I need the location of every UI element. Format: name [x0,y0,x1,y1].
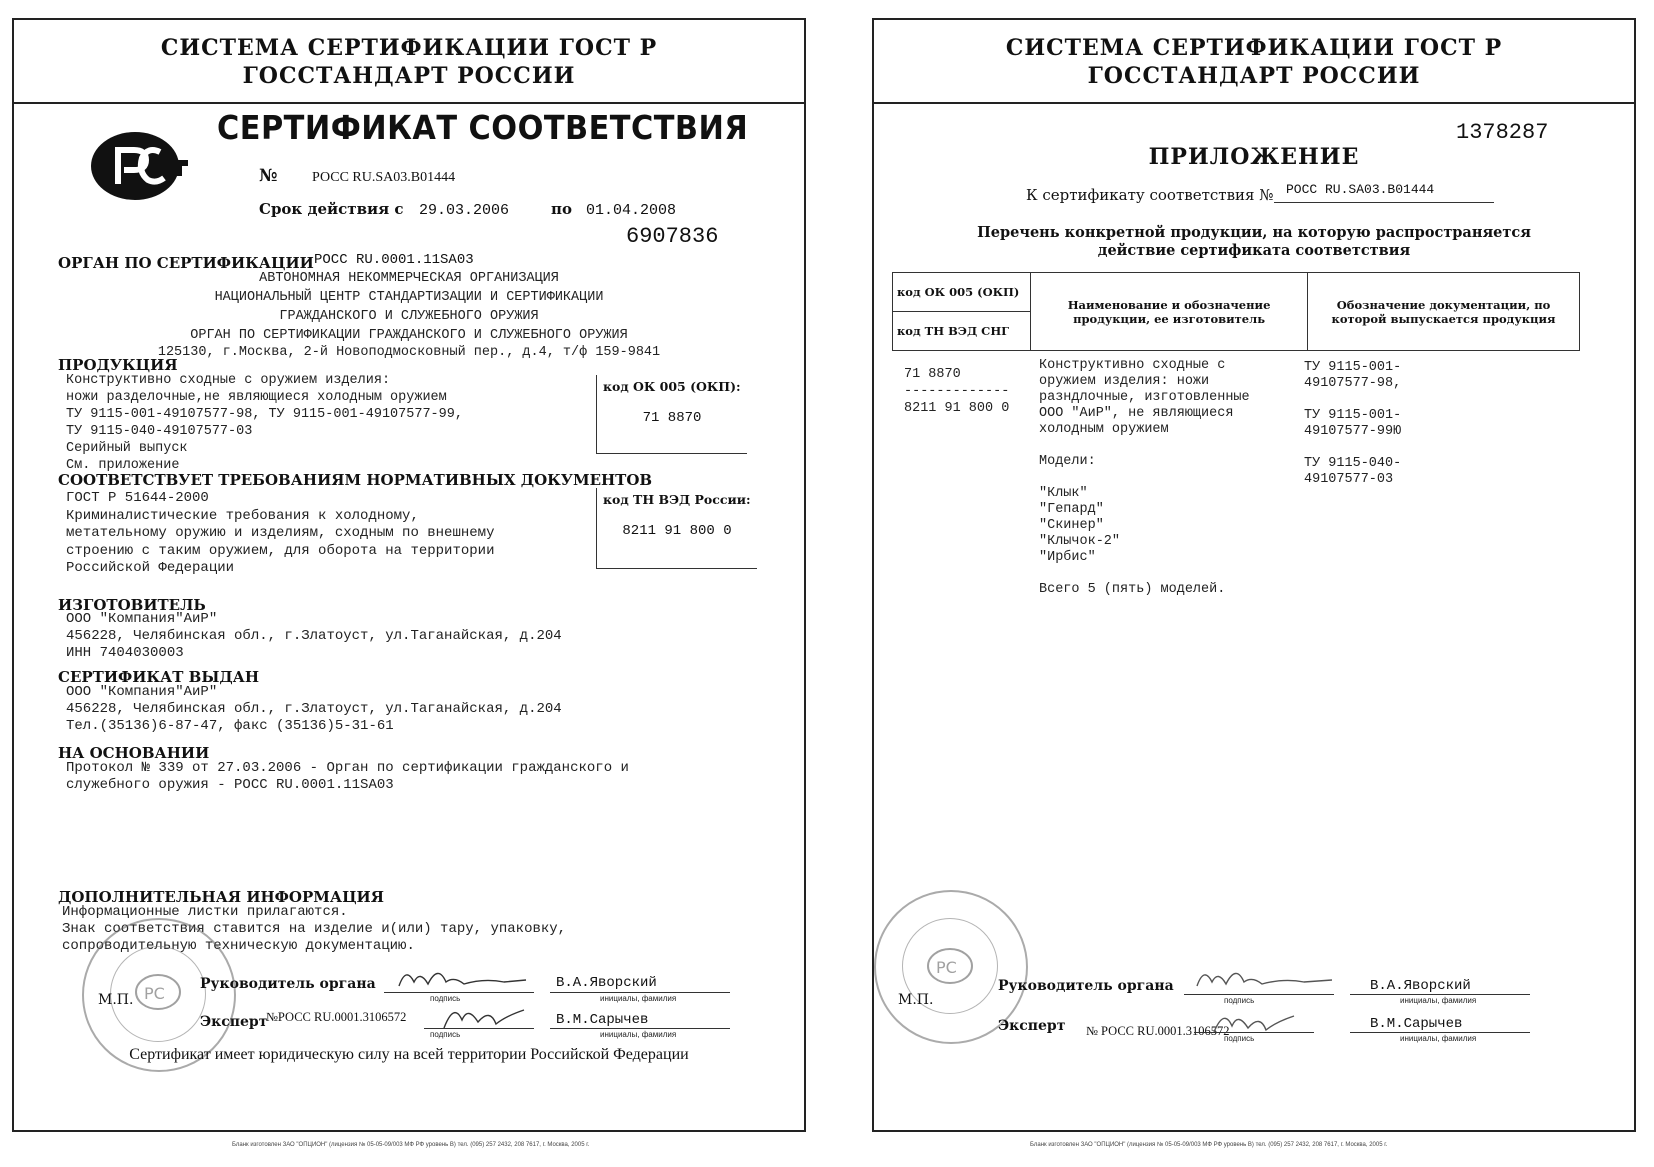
product-line [1039,470,1250,486]
product-line: "Гепард" [1039,502,1104,517]
certificate-number: РОСС RU.SA03.B01444 [312,170,456,185]
product-line: "Клык" [1039,486,1088,501]
appendix-codes [904,366,1009,417]
head-label: Руководитель органа [200,976,376,992]
expert-signature-line [1194,1032,1314,1033]
product-line: ТУ 9115-001-49107577-98, ТУ 9115-001-49107577-99, [66,407,463,422]
basis-line: Протокол № 339 от 27.03.2006 - Орган по сертификации гражданского и [66,760,629,776]
product-line: холодным оружием [1039,422,1169,437]
additional-line: Информационные листки прилагаются. [62,904,348,920]
col-name-header: Наименование и обозначение продукции, ее изготовитель [1031,273,1308,351]
doc-line [1304,440,1401,456]
expert-initials-caption: инициалы, фамилия [1400,1034,1477,1043]
doc-line: ТУ 9115-040- [1304,456,1402,471]
legal-footer: Сертификат имеет юридическую силу на всей территории Российской Федерации [129,1046,689,1063]
basis-label: НА ОСНОВАНИИ [58,744,210,762]
complies-label: СООТВЕТСТВУЕТ ТРЕБОВАНИЯМ НОРМАТИВНЫХ ДОКУМЕНТОВ [58,471,653,489]
product-line: Серийный выпуск [66,441,188,456]
number-label: № [259,166,278,186]
appendix-table-header [892,272,1580,351]
organ-details [14,270,804,361]
product-line: ТУ 9115-040-49107577-03 [66,424,253,439]
head-name-line [1350,994,1530,995]
complies-line: строению с таким оружием, для оборота на территории [66,542,495,559]
expert-name-line [1350,1032,1530,1033]
product-line: "Скинер" [1039,518,1104,533]
appendix-serial: 1378287 [1456,120,1549,145]
col-doc-header: Обозначение документации, по которой выпускается продукция [1308,273,1580,351]
organ-label: ОРГАН ПО СЕРТИФИКАЦИИ [58,254,314,272]
valid-to: 01.04.2008 [586,202,677,219]
product-line: разндлочные, изготовленные [1039,390,1250,405]
product-label: ПРОДУКЦИЯ [58,356,178,374]
okp-code-box [596,375,747,454]
stamp-logo-text: РС [144,984,165,1003]
issued-line: 456228, Челябинская обл., г.Златоуст, ул.Таганайская, д.204 [66,701,562,717]
stamp-logo-icon [134,972,184,1012]
product-line [1039,566,1250,582]
tnved-label: код ТН ВЭД России: [603,492,751,507]
complies-line: Российской Федерации [66,560,235,576]
manufacturer-details [66,611,562,662]
header-line-2: ГОССТАНДАРТ РОССИИ [242,63,576,89]
organ-line: АВТОНОМНАЯ НЕКОММЕРЧЕСКАЯ ОРГАНИЗАЦИЯ [259,271,559,286]
appendix-page [860,0,1654,1167]
head-label: Руководитель органа [998,978,1174,994]
head-name: В.А.Яворский [556,975,657,991]
expert-reg: № РОСС RU.0001.3106572 [1086,1024,1230,1038]
product-line: "Клычок-2" [1039,534,1121,549]
expert-signature-caption: подпись [1224,1034,1255,1043]
head-name: В.А.Яворский [1370,978,1471,994]
code-okp: 71 8870 [904,367,961,382]
product-line: Конструктивно сходные с оружием изделия: [66,373,391,388]
organ-line: ОРГАН ПО СЕРТИФИКАЦИИ ГРАЖДАНСКОГО И СЛУЖЕБНОГО ОРУЖИЯ [190,328,628,343]
list-title-line-2: действие сертификата соответствия [1097,242,1411,259]
appendix-docs [1304,360,1401,488]
additional-line: Знак соответствия ставится на изделие и(или) тару, упаковку, [62,921,567,937]
head-signature-line [1184,994,1334,995]
expert-name: В.М.Сарычев [1370,1016,1463,1032]
product-line: ООО "АиР", не являющиеся [1039,406,1234,421]
head-signature-icon [1192,960,1342,996]
manufacturer-line: 456228, Челябинская обл., г.Златоуст, ул.Таганайская, д.204 [66,628,562,644]
header-line-1: СИСТЕМА СЕРТИФИКАЦИИ ГОСТ Р [160,35,658,61]
organ-line: 125130, г.Москва, 2-й Новоподмосковный пер., д.4, т/ф 159-9841 [157,345,661,360]
appendix-products [1039,358,1250,598]
product-line [1039,438,1250,454]
tnved-code-box [596,488,757,569]
head-signature-line [384,992,534,993]
valid-from: 29.03.2006 [419,202,510,219]
additional-line: сопроводительную техническую документацию. [62,938,415,954]
doc-line: 49107577-03 [1304,472,1394,487]
to-certificate-label: К сертификату соответствия № [1026,186,1274,204]
doc-line: 49107577-98, [1304,376,1402,391]
serial-number: 6907836 [626,224,719,249]
product-line: ножи разделочные,не являющиеся холодным оружием [66,390,447,405]
product-details [66,372,463,474]
header-line-2: ГОССТАНДАРТ РОССИИ [1087,63,1421,89]
expert-label: Эксперт [200,1014,268,1030]
complies-line: ГОСТ Р 51644-2000 [66,490,209,506]
mp-label: М.П. [98,992,134,1008]
certificate-header [14,20,804,104]
valid-to-label: по [551,200,572,218]
rst-logo-icon [90,130,190,202]
product-line: Конструктивно сходные с [1039,358,1226,373]
manufacturer-line: ИНН 7404030003 [66,645,184,661]
doc-line [1304,392,1401,408]
issued-label: СЕРТИФИКАТ ВЫДАН [58,668,260,686]
expert-initials-caption: инициалы, фамилия [600,1030,677,1039]
head-name-line [550,992,730,993]
stamp-logo-text: РС [936,958,957,977]
to-certificate-line [1274,202,1494,203]
certificate-title: СЕРТИФИКАТ СООТВЕТСТВИЯ [217,108,749,147]
expert-name-line [550,1028,730,1029]
issued-line: Тел.(35136)6-87-47, факс (35136)5-31-61 [66,718,394,734]
expert-label: Эксперт [998,1018,1066,1034]
organ-code: РОСС RU.0001.11SA03 [314,252,474,268]
appendix-frame [872,18,1636,1132]
head-signature-caption: подпись [1224,996,1255,1005]
head-initials-caption: инициалы, фамилия [600,994,677,1003]
manufacturer-line: ООО "Компания"АиР" [66,611,218,627]
expert-name: В.М.Сарычев [556,1012,649,1028]
product-line: Модели: [1039,454,1096,469]
complies-line: Криминалистические требования к холодному, [66,507,419,524]
head-initials-caption: инициалы, фамилия [1400,996,1477,1005]
expert-signature-caption: подпись [430,1030,461,1039]
doc-line: 49107577-99Ю [1304,424,1402,439]
header-line-1: СИСТЕМА СЕРТИФИКАЦИИ ГОСТ Р [1005,35,1503,61]
head-signature-caption: подпись [430,994,461,1003]
basis-line: служебного оружия - РОСС RU.0001.11SA03 [66,777,394,793]
col-okp-header: код ОК 005 (ОКП) [893,273,1031,312]
expert-reg: №РОСС RU.0001.3106572 [266,1010,407,1024]
product-line: Всего 5 (пять) моделей. [1039,582,1226,597]
head-signature-icon [394,960,534,996]
list-title-line-1: Перечень конкретной продукции, на которую распространяется [977,224,1531,241]
issued-line: ООО "Компания"АиР" [66,684,218,700]
stamp-logo-icon [926,946,976,986]
expert-signature-line [424,1028,534,1029]
complies-details [66,490,494,578]
to-certificate-number: РОСС RU.SA03.B01444 [1286,182,1435,197]
product-line: оружием изделия: ножи [1039,374,1210,389]
appendix-title: ПРИЛОЖЕНИЕ [1148,144,1360,170]
validity-label: Срок действия с [259,200,404,218]
manufacturer-label: ИЗГОТОВИТЕЛЬ [58,596,206,614]
product-line: См. приложение [66,458,180,473]
certificate-frame [12,18,806,1132]
okp-value: 71 8870 [642,410,702,426]
mp-label: М.П. [898,992,934,1008]
doc-line: ТУ 9115-001- [1304,408,1402,423]
additional-label: ДОПОЛНИТЕЛЬНАЯ ИНФОРМАЦИЯ [58,888,384,906]
print-note: Бланк изготовлен ЗАО "ОПЦИОН" (лицензия № 05-05-09/003 МФ РФ уровень В) тел. (095) 257 2432, 208 7617, г. Москва, 2005 г. [1030,1142,1388,1148]
code-separator: ------------- [904,384,1010,399]
appendix-header [874,20,1634,104]
issued-details [66,684,562,735]
basis-details [66,760,629,794]
organ-line: НАЦИОНАЛЬНЫЙ ЦЕНТР СТАНДАРТИЗАЦИИ И СЕРТИФИКАЦИИ [214,290,604,305]
col-tnved-header: код ТН ВЭД СНГ [893,312,1031,351]
doc-line: ТУ 9115-001- [1304,360,1402,375]
complies-line: метательному оружию и изделиям, сходным по внешнему [66,525,495,541]
code-tnved: 8211 91 800 0 [904,401,1010,416]
organ-line: ГРАЖДАНСКОГО И СЛУЖЕБНОГО ОРУЖИЯ [279,309,539,324]
tnved-value: 8211 91 800 0 [622,523,732,539]
print-note: Бланк изготовлен ЗАО "ОПЦИОН" (лицензия № 05-05-09/003 МФ РФ уровень В) тел. (095) 257 2432, 208 7617, г. Москва, 2005 г. [232,1142,590,1148]
okp-label: код ОК 005 (ОКП): [603,379,741,394]
product-line: "Ирбис" [1039,550,1096,565]
